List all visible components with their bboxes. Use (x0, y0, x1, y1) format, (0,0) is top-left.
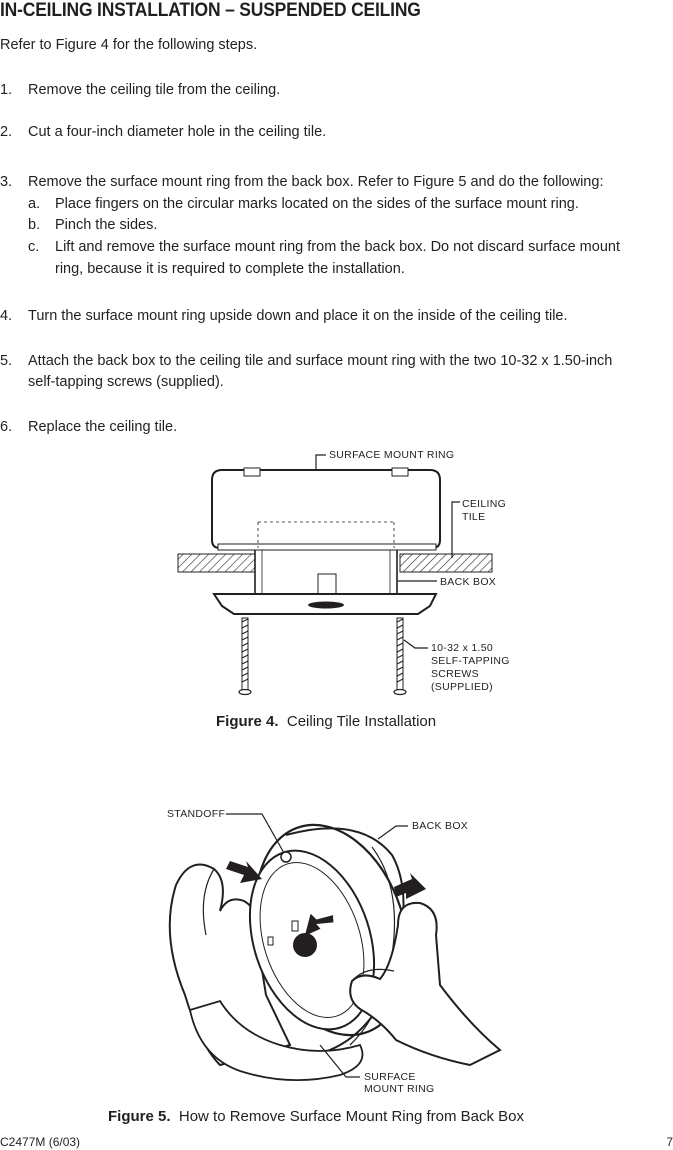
substep-text: ring, because it is required to complete the installation. (55, 261, 405, 277)
surface-mount-ring (212, 470, 440, 548)
label-screw-size: 10-32 x 1.50 (431, 642, 493, 654)
substep-letter: c. (28, 239, 40, 255)
label-surface: SURFACE (364, 1071, 416, 1083)
standoff (281, 852, 291, 862)
step-text: Remove the surface mount ring from the back box. Refer to Figure 5 and do the following: (28, 174, 604, 190)
footer-page-number: 7 (666, 1135, 673, 1149)
arrow-right (394, 873, 426, 899)
figure-5-number: Figure 5. (108, 1108, 171, 1125)
label-surface-mount-ring: SURFACE MOUNT RING (329, 449, 455, 461)
screw-left (239, 618, 251, 695)
step-text: self-tapping screws (supplied). (28, 374, 224, 390)
substep-letter: a. (28, 196, 41, 212)
label-tile: TILE (462, 511, 486, 523)
substep-text: Pinch the sides. (55, 217, 158, 233)
ceiling-tile-right (400, 554, 492, 572)
step-number: 6. (0, 419, 13, 435)
figure-4-caption (216, 713, 436, 730)
label-supplied: (SUPPLIED) (431, 681, 493, 693)
step-number: 3. (0, 174, 13, 190)
label-self-tapping: SELF-TAPPING (431, 655, 510, 667)
screw-right (394, 618, 406, 695)
step-text: Cut a four-inch diameter hole in the ceiling tile. (28, 124, 327, 140)
substep-letter: b. (28, 217, 41, 233)
step-text: Replace the ceiling tile. (28, 419, 178, 435)
substep-text: Lift and remove the surface mount ring from the back box. Do not discard surface mount (55, 239, 620, 255)
figure-4-title: Ceiling Tile Installation (286, 713, 437, 730)
figure-4-illustration (0, 440, 673, 705)
step-text: Turn the surface mount ring upside down and place it on the inside of the ceiling tile. (28, 308, 568, 324)
footer-doc-id: C2477M (6/03) (0, 1135, 81, 1149)
step-number: 4. (0, 308, 13, 324)
intro-text: Refer to Figure 4 for the following steps. (0, 37, 258, 53)
arrow-left-top (226, 861, 262, 883)
step-text: Remove the ceiling tile from the ceiling. (28, 82, 281, 98)
substep-text: Place fingers on the circular marks located on the sides of the surface mount ring. (55, 196, 579, 212)
label-back-box-fig5: BACK BOX (412, 820, 469, 832)
figure-4-number: Figure 4. (216, 713, 279, 730)
label-screws: SCREWS (431, 668, 479, 680)
page-title: IN-CEILING INSTALLATION – SUSPENDED CEILING (0, 0, 421, 21)
label-back-box: BACK BOX (440, 576, 497, 588)
cable-hole (293, 933, 317, 957)
figure-5-caption (108, 1108, 524, 1125)
figure-5-title: How to Remove Surface Mount Ring from Back Box (178, 1108, 524, 1125)
step-number: 1. (0, 82, 13, 98)
label-standoff: STANDOFF (167, 808, 226, 820)
label-ceiling: CEILING (462, 498, 507, 510)
step-number: 2. (0, 124, 13, 140)
step-text: Attach the back box to the ceiling tile and surface mount ring with the two 10-32 x 1.50-inch (28, 353, 613, 369)
step-number: 5. (0, 353, 13, 369)
label-mount-ring: MOUNT RING (364, 1083, 435, 1095)
figure-5-illustration (0, 795, 673, 1100)
